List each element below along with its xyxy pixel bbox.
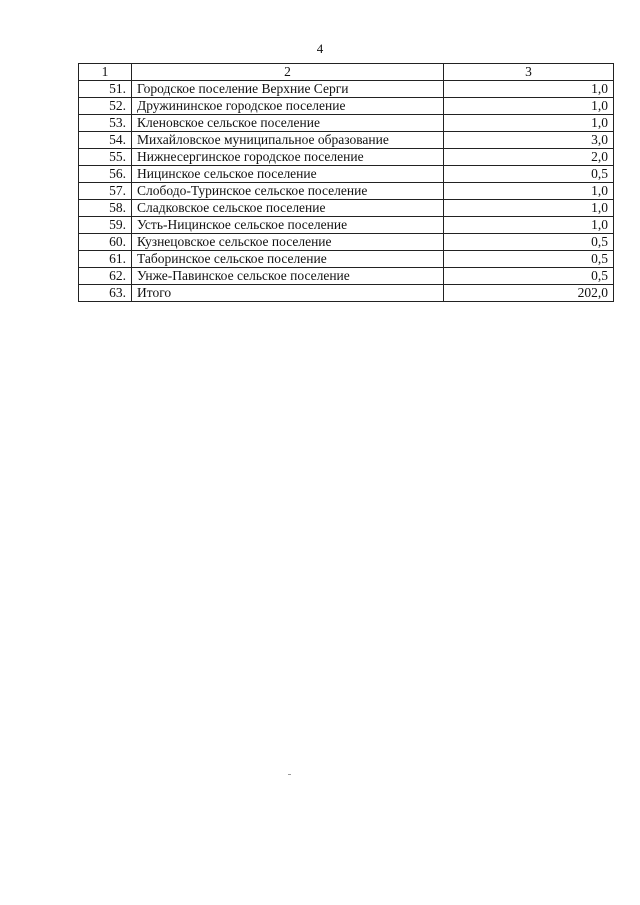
allocation-value: 0,5 bbox=[444, 234, 614, 251]
settlement-name: Унже-Павинское сельское поселение bbox=[132, 268, 444, 285]
column-header-3: 3 bbox=[444, 64, 614, 81]
settlement-name: Сладковское сельское поселение bbox=[132, 200, 444, 217]
settlement-name: Кузнецовское сельское поселение bbox=[132, 234, 444, 251]
table-row bbox=[79, 98, 614, 115]
table-row bbox=[79, 183, 614, 200]
row-number: 56. bbox=[79, 166, 132, 183]
table-total-row bbox=[79, 285, 614, 302]
row-number: 61. bbox=[79, 251, 132, 268]
row-number: 62. bbox=[79, 268, 132, 285]
table-row bbox=[79, 149, 614, 166]
table-row bbox=[79, 81, 614, 98]
row-number: 59. bbox=[79, 217, 132, 234]
table-row bbox=[79, 115, 614, 132]
column-header-2: 2 bbox=[132, 64, 444, 81]
settlement-name: Слободо-Туринское сельское поселение bbox=[132, 183, 444, 200]
settlement-name: Ницинское сельское поселение bbox=[132, 166, 444, 183]
total-value: 202,0 bbox=[444, 285, 614, 302]
allocation-value: 1,0 bbox=[444, 200, 614, 217]
table-row bbox=[79, 251, 614, 268]
table-header-row bbox=[79, 64, 614, 81]
row-number: 63. bbox=[79, 285, 132, 302]
row-number: 60. bbox=[79, 234, 132, 251]
page-number: 4 bbox=[316, 41, 324, 56]
allocation-value: 1,0 bbox=[444, 183, 614, 200]
row-number: 58. bbox=[79, 200, 132, 217]
settlement-name: Таборинское сельское поселение bbox=[132, 251, 444, 268]
allocation-value: 1,0 bbox=[444, 98, 614, 115]
row-number: 54. bbox=[79, 132, 132, 149]
settlement-name: Городское поселение Верхние Серги bbox=[132, 81, 444, 98]
table-row bbox=[79, 234, 614, 251]
row-number: 53. bbox=[79, 115, 132, 132]
table-row bbox=[79, 166, 614, 183]
allocation-table bbox=[78, 63, 614, 302]
settlement-name: Михайловское муниципальное образование bbox=[132, 132, 444, 149]
allocation-value: 3,0 bbox=[444, 132, 614, 149]
allocation-value: 0,5 bbox=[444, 166, 614, 183]
column-header-1: 1 bbox=[79, 64, 132, 81]
row-number: 57. bbox=[79, 183, 132, 200]
table-row bbox=[79, 200, 614, 217]
table-row bbox=[79, 132, 614, 149]
allocation-value: 1,0 bbox=[444, 115, 614, 132]
allocation-value: 0,5 bbox=[444, 268, 614, 285]
settlement-name: Усть-Ницинское сельское поселение bbox=[132, 217, 444, 234]
settlement-name: Дружининское городское поселение bbox=[132, 98, 444, 115]
settlement-name: Кленовское сельское поселение bbox=[132, 115, 444, 132]
total-label: Итого bbox=[132, 285, 444, 302]
table-row bbox=[79, 217, 614, 234]
table-row bbox=[79, 268, 614, 285]
allocation-value: 1,0 bbox=[444, 81, 614, 98]
row-number: 55. bbox=[79, 149, 132, 166]
row-number: 51. bbox=[79, 81, 132, 98]
scan-speck bbox=[288, 774, 291, 775]
allocation-value: 1,0 bbox=[444, 217, 614, 234]
allocation-value: 0,5 bbox=[444, 251, 614, 268]
row-number: 52. bbox=[79, 98, 132, 115]
allocation-value: 2,0 bbox=[444, 149, 614, 166]
settlement-name: Нижнесергинское городское поселение bbox=[132, 149, 444, 166]
